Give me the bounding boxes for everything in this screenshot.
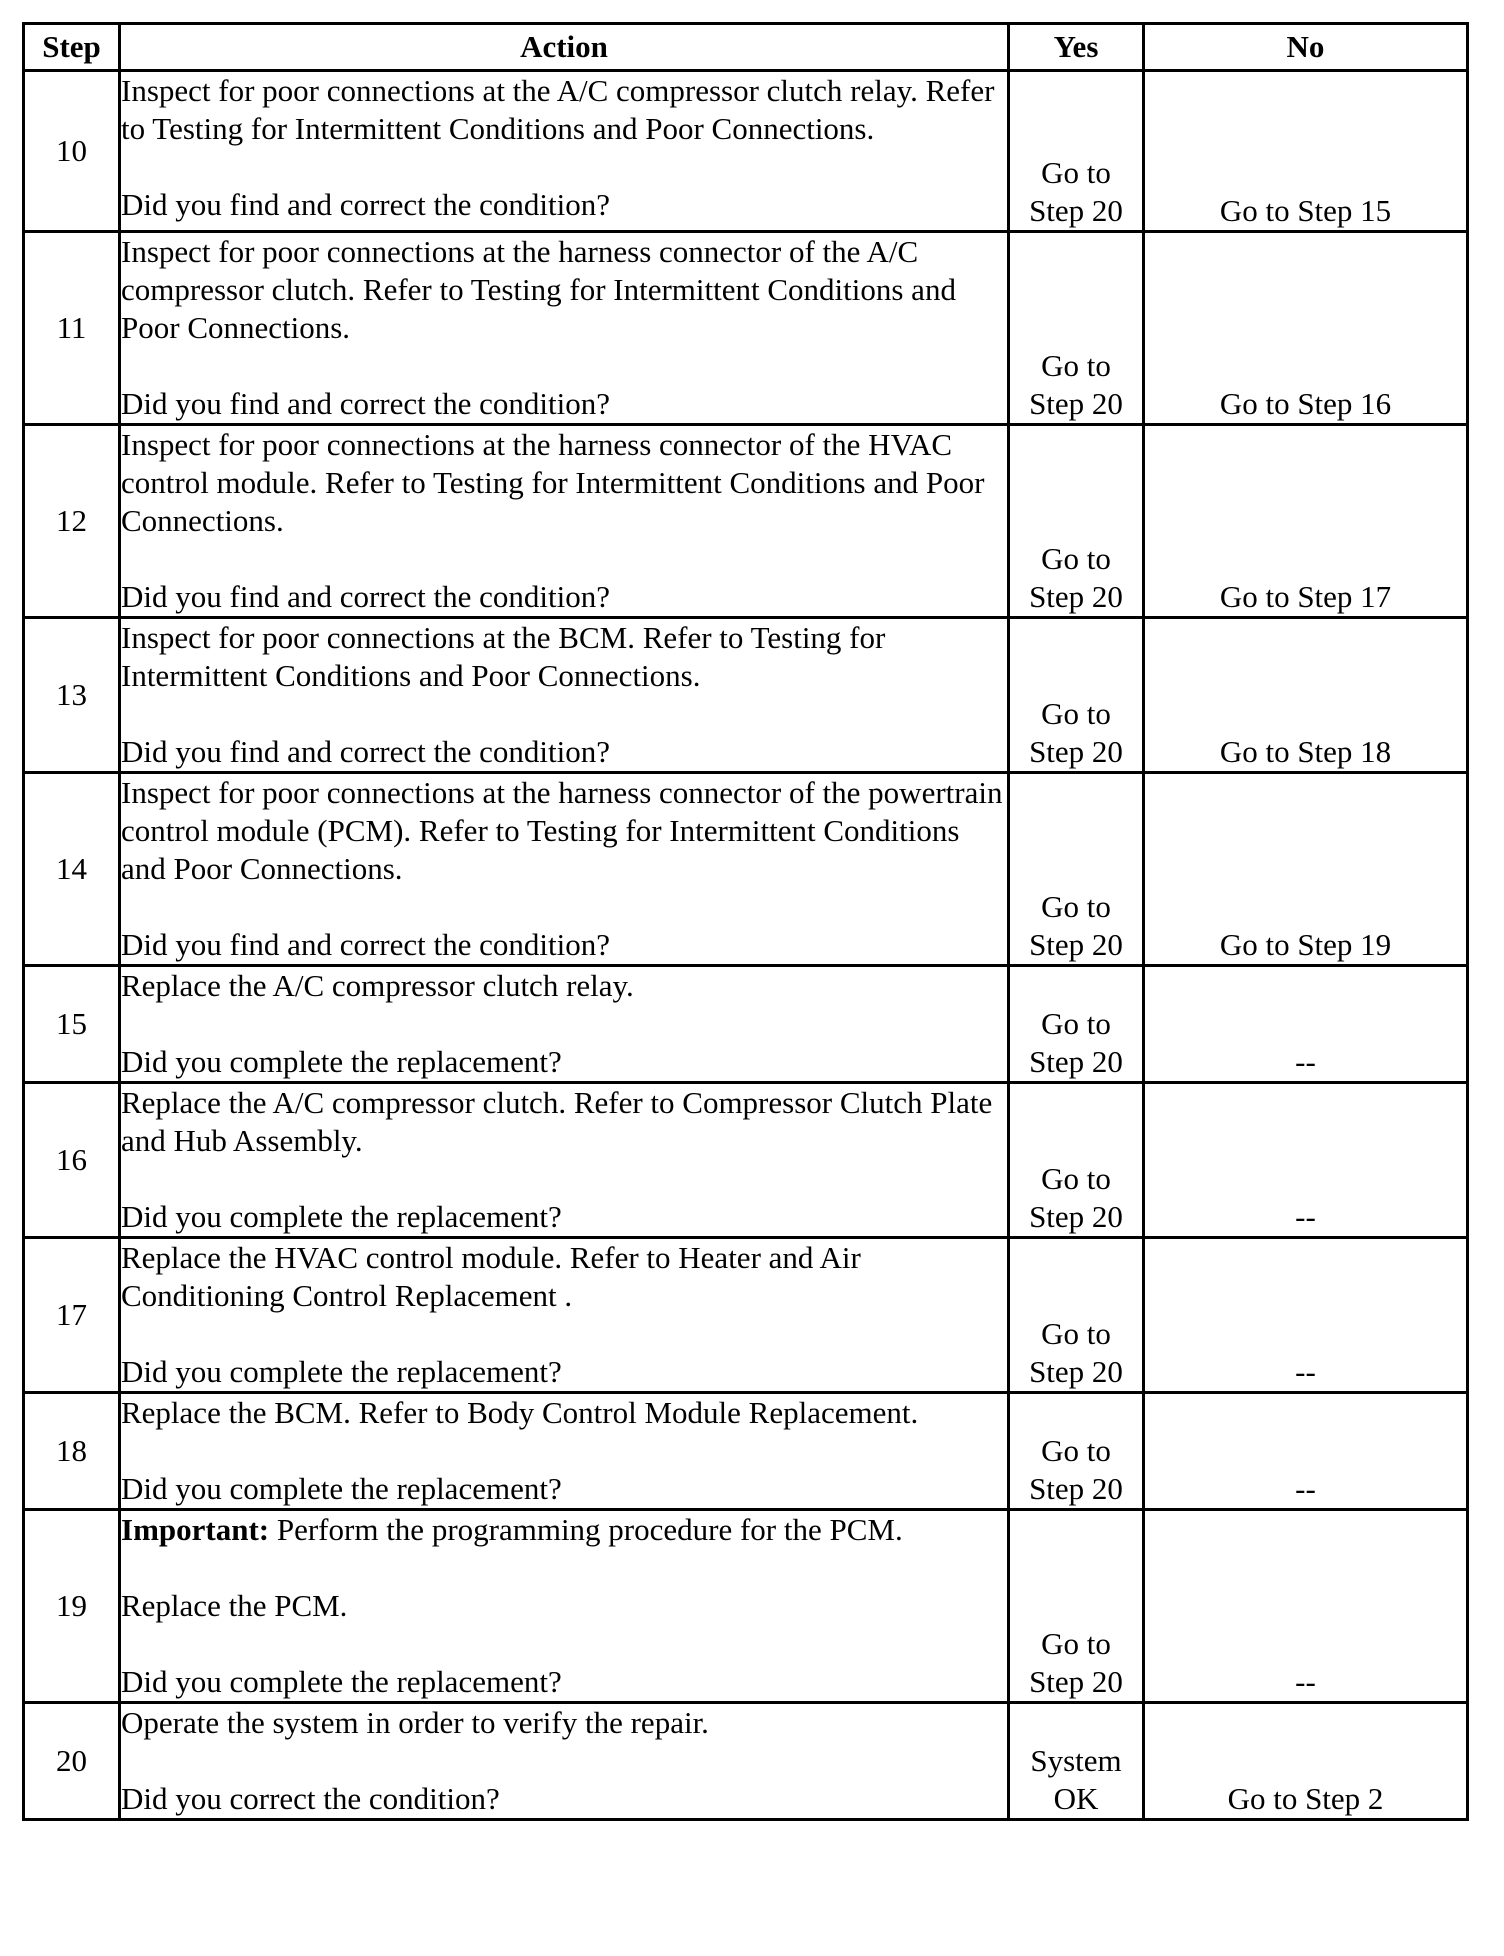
yes-line-2: Step 20	[1029, 734, 1123, 769]
action-text: Inspect for poor connections at the harness connector of the powertrain control module (PCM). Refer to Testing for Intermittent Conditions and Poor Connections.	[121, 775, 1003, 886]
important-label: Important:	[121, 1512, 270, 1547]
header-no: No	[1144, 24, 1468, 71]
step-number: 18	[24, 1393, 120, 1510]
action-text: Inspect for poor connections at the A/C compressor clutch relay. Refer to Testing for Intermittent Conditions and Poor Connections.	[121, 73, 995, 146]
step-number: 13	[24, 618, 120, 773]
step-number: 20	[24, 1703, 120, 1820]
yes-line-2: Step 20	[1029, 927, 1123, 962]
no-cell: Go to Step 19	[1144, 773, 1468, 966]
action-text: Replace the A/C compressor clutch relay.	[121, 968, 634, 1003]
no-cell: Go to Step 17	[1144, 425, 1468, 618]
action-cell	[120, 1510, 1009, 1703]
no-cell: Go to Step 15	[1144, 71, 1468, 232]
action-question: Did you find and correct the condition?	[121, 927, 610, 962]
header-yes: Yes	[1009, 24, 1144, 71]
action-cell	[120, 1083, 1009, 1238]
table-row	[24, 1510, 1468, 1703]
action-question: Did you find and correct the condition?	[121, 734, 610, 769]
action-cell	[120, 1393, 1009, 1510]
action-cell	[120, 1238, 1009, 1393]
action-cell	[120, 773, 1009, 966]
step-number: 11	[24, 232, 120, 425]
step-number: 19	[24, 1510, 120, 1703]
yes-cell	[1009, 618, 1144, 773]
yes-line-1: Go to	[1041, 1316, 1111, 1351]
yes-line-2: Step 20	[1029, 1664, 1123, 1699]
no-cell: --	[1144, 1510, 1468, 1703]
action-question: Did you complete the replacement?	[121, 1471, 562, 1506]
step-number: 15	[24, 966, 120, 1083]
yes-line-2: Step 20	[1029, 1471, 1123, 1506]
yes-line-1: Go to	[1041, 696, 1111, 731]
yes-cell	[1009, 425, 1144, 618]
action-question: Did you find and correct the condition?	[121, 386, 610, 421]
action-cell	[120, 966, 1009, 1083]
yes-line-2: Step 20	[1029, 193, 1123, 228]
action-cell	[120, 1703, 1009, 1820]
yes-line-1: Go to	[1041, 889, 1111, 924]
yes-line-2: Step 20	[1029, 1044, 1123, 1079]
yes-cell	[1009, 1083, 1144, 1238]
action-text: Inspect for poor connections at the harness connector of the HVAC control module. Refer to Testing for Intermittent Conditions and Poor Connections.	[121, 427, 985, 538]
yes-cell	[1009, 773, 1144, 966]
important-note	[121, 1511, 1007, 1549]
action-question: Did you find and correct the condition?	[121, 579, 610, 614]
step-number: 12	[24, 425, 120, 618]
action-cell	[120, 425, 1009, 618]
no-cell: --	[1144, 1083, 1468, 1238]
yes-line-1: Go to	[1041, 1006, 1111, 1041]
action-text: Inspect for poor connections at the BCM. Refer to Testing for Intermittent Conditions and Poor Connections.	[121, 620, 886, 693]
yes-cell	[1009, 1238, 1144, 1393]
table-row	[24, 966, 1468, 1083]
table-row	[24, 618, 1468, 773]
yes-line-2: Step 20	[1029, 1354, 1123, 1389]
action-question: Did you complete the replacement?	[121, 1354, 562, 1389]
action-text: Replace the A/C compressor clutch. Refer to Compressor Clutch Plate and Hub Assembly.	[121, 1085, 993, 1158]
table-row	[24, 425, 1468, 618]
yes-cell	[1009, 232, 1144, 425]
diagnostic-table	[22, 22, 1469, 1821]
action-text: Inspect for poor connections at the harness connector of the A/C compressor clutch. Refer to Testing for Intermittent Conditions and Poor Connections.	[121, 234, 956, 345]
action-question: Did you find and correct the condition?	[121, 187, 610, 222]
action-text: Operate the system in order to verify the repair.	[121, 1705, 709, 1740]
yes-line-2: OK	[1053, 1781, 1099, 1816]
action-cell	[120, 71, 1009, 232]
no-cell: Go to Step 2	[1144, 1703, 1468, 1820]
yes-line-1: Go to	[1041, 1433, 1111, 1468]
no-cell: --	[1144, 966, 1468, 1083]
step-number: 14	[24, 773, 120, 966]
action-cell	[120, 232, 1009, 425]
important-text: Perform the programming procedure for the PCM.	[269, 1512, 903, 1547]
action-question: Did you correct the condition?	[121, 1781, 500, 1816]
action-text: Replace the HVAC control module. Refer to Heater and Air Conditioning Control Replacement .	[121, 1240, 861, 1313]
no-cell: Go to Step 16	[1144, 232, 1468, 425]
yes-line-1: Go to	[1041, 541, 1111, 576]
action-text: Replace the BCM. Refer to Body Control Module Replacement.	[121, 1395, 919, 1430]
action-text: Replace the PCM.	[121, 1588, 348, 1623]
step-number: 16	[24, 1083, 120, 1238]
action-question: Did you complete the replacement?	[121, 1664, 562, 1699]
no-cell: Go to Step 18	[1144, 618, 1468, 773]
no-cell: --	[1144, 1238, 1468, 1393]
step-number: 10	[24, 71, 120, 232]
yes-line-2: Step 20	[1029, 386, 1123, 421]
action-question: Did you complete the replacement?	[121, 1199, 562, 1234]
yes-cell	[1009, 1510, 1144, 1703]
yes-cell	[1009, 1703, 1144, 1820]
table-row	[24, 773, 1468, 966]
action-cell	[120, 618, 1009, 773]
header-action: Action	[120, 24, 1009, 71]
table-row	[24, 1083, 1468, 1238]
table-row	[24, 1238, 1468, 1393]
yes-line-2: Step 20	[1029, 1199, 1123, 1234]
table-row	[24, 1703, 1468, 1820]
yes-line-2: Step 20	[1029, 579, 1123, 614]
action-question: Did you complete the replacement?	[121, 1044, 562, 1079]
yes-line-1: Go to	[1041, 1161, 1111, 1196]
header-row	[24, 24, 1468, 71]
table-row	[24, 232, 1468, 425]
header-step: Step	[24, 24, 120, 71]
no-cell: --	[1144, 1393, 1468, 1510]
yes-cell	[1009, 966, 1144, 1083]
yes-line-1: Go to	[1041, 155, 1111, 190]
table-row	[24, 1393, 1468, 1510]
yes-cell	[1009, 71, 1144, 232]
yes-line-1: Go to	[1041, 348, 1111, 383]
yes-cell	[1009, 1393, 1144, 1510]
yes-line-1: Go to	[1041, 1626, 1111, 1661]
yes-line-1: System	[1030, 1743, 1122, 1778]
step-number: 17	[24, 1238, 120, 1393]
table-row	[24, 71, 1468, 232]
